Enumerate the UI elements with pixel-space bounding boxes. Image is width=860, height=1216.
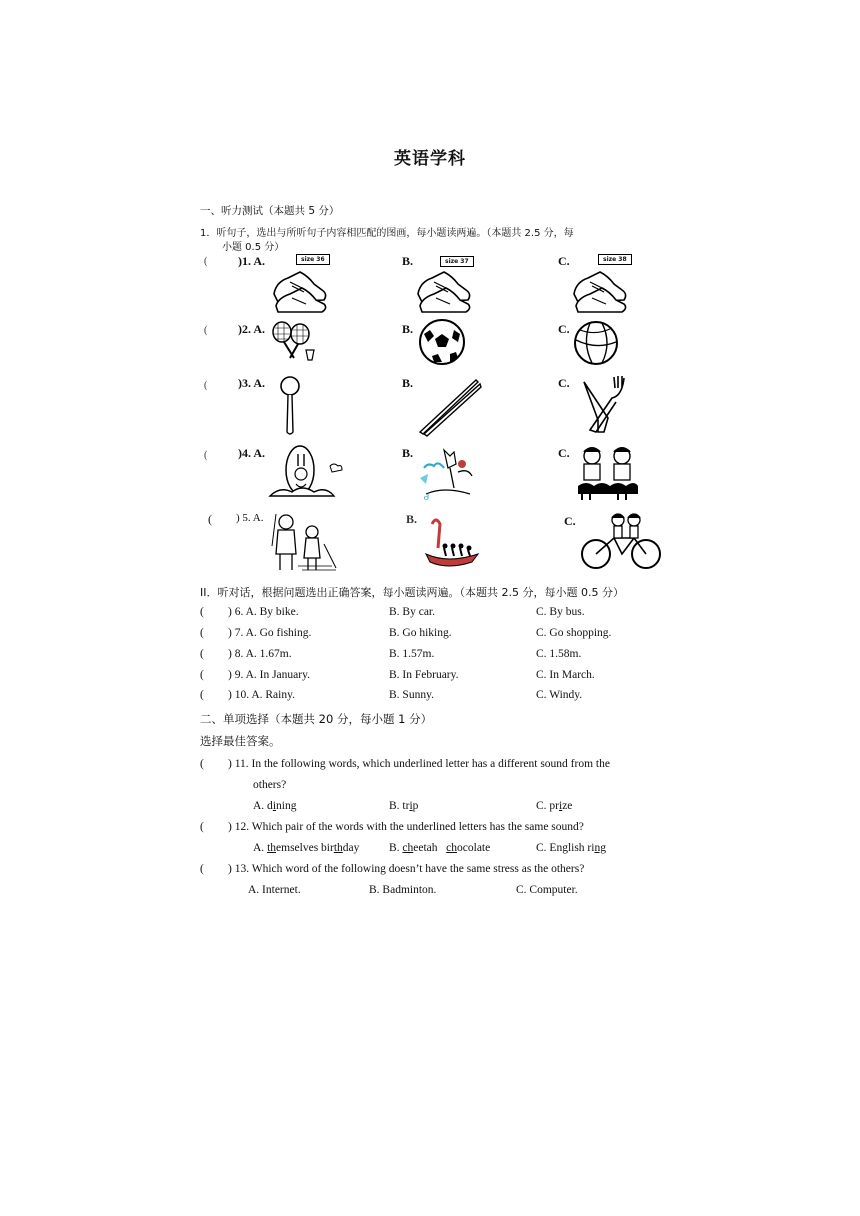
size-tag: size 38 [598,254,632,265]
q12-option-b: B. cheetah chocolate [389,842,491,854]
shoe-icon [414,254,479,314]
shoes-size38-image [570,254,635,314]
part2-heading: II．听对话，根据问题选出正确答案，每小题读两遍。（本题共 2.5 分，每小题 0.5 分） [200,586,624,599]
badminton-icon [270,320,320,364]
q7-option-b: B. Go hiking. [389,627,452,639]
moon-rabbit-icon [270,444,350,504]
answer-paren: ( [200,689,204,701]
q11-option-c: C. prize [536,800,573,812]
q11-option-a: A. dining [253,800,297,812]
q2-label-c: C. [558,322,570,336]
q11-text-line2: others? [253,779,287,791]
q3-label-b: B. [402,376,414,390]
section1-heading: 一、听力测试（本题共 5 分） [200,205,340,217]
shoe-icon [270,254,335,314]
shoes-size36-image [270,254,335,314]
answer-paren: ( [204,450,208,461]
q3-label-c: C. [558,376,570,390]
answer-paren: ( [200,627,204,639]
q4-label-a: )4. A. [238,446,265,460]
q12-text: ) 12. Which pair of the words with the underlined letters has the same sound? [228,821,584,833]
q4-label-b: B. [402,446,414,460]
answer-paren: ( [200,648,204,660]
q13-option-b: B. Badminton. [369,884,437,896]
answer-paren: ( [200,669,204,681]
q10-option-a: ) 10. A. Rainy. [228,689,295,701]
q4-label-c: C. [558,446,570,460]
q6-option-a: ) 6. A. By bike. [228,606,299,618]
part1-instruction-line1: 1．听句子，选出与所听句子内容相匹配的图画，每小题读两遍。（本题共 2.5 分，每 [200,228,574,239]
dragon-dance-icon [414,444,484,502]
q6-option-b: B. By car. [389,606,435,618]
size-tag: size 36 [296,254,330,265]
q13-option-c: C. Computer. [516,884,578,896]
q2-label-b: B. [402,322,414,336]
section2-heading: 二、单项选择（本题共 20 分，每小题 1 分） [200,712,433,726]
shoes-size37-image [414,254,479,314]
q10-option-b: B. Sunny. [389,689,434,701]
basketball-icon [572,320,620,366]
q1-label-b: B. [402,254,414,268]
q5-label-a: ) 5. A. [236,512,264,524]
part1-instruction-line2: 小题 0.5 分） [222,242,285,253]
q10-option-c: C. Windy. [536,689,583,701]
answer-paren: ( [200,821,204,833]
q8-option-c: C. 1.58m. [536,648,582,660]
q1-label-c: C. [558,254,570,268]
spoon-icon [276,376,306,436]
answer-paren: ( [200,758,204,770]
page-title: 英语学科 [394,149,466,169]
q2-label-a: )2. A. [238,322,265,336]
answer-paren: ( [204,256,208,267]
q9-option-a: ) 9. A. In January. [228,669,310,681]
chopsticks-icon [416,376,482,436]
q5-label-c: C. [564,514,576,528]
q9-option-c: C. In March. [536,669,595,681]
answer-paren: ( [204,325,208,336]
shoe-icon [570,254,635,314]
children-dancing-icon [576,442,638,502]
size-tag: size 37 [440,256,474,267]
q13-option-a: A. Internet. [248,884,301,896]
q8-option-b: B. 1.57m. [389,648,435,660]
answer-paren: ( [204,380,208,391]
q11-text-line1: ) 11. In the following words, which underlined letter has a different sound from the [228,758,610,770]
fishing-family-icon [272,510,338,572]
q12-option-a: A. themselves birthday [253,842,360,854]
q9-option-b: B. In February. [389,669,459,681]
football-icon [418,318,466,366]
q5-label-b: B. [406,512,418,526]
q11-option-b: B. trip [389,800,419,812]
q13-text: ) 13. Which word of the following doesn’t have the same stress as the others? [228,863,585,875]
q12-option-c: C. English ring [536,842,606,854]
section2-instruction: 选择最佳答案。 [200,734,281,748]
svg-text:Ꮷ: Ꮷ [424,493,429,503]
answer-paren: ( [200,863,204,875]
bicycle-riding-icon [578,512,664,572]
q1-label-a: )1. A. [238,254,265,268]
q6-option-c: C. By bus. [536,606,585,618]
dragon-boat-icon [418,514,482,570]
q3-label-a: )3. A. [238,376,265,390]
q8-option-a: ) 8. A. 1.67m. [228,648,292,660]
q7-option-a: ) 7. A. Go fishing. [228,627,312,639]
answer-paren: ( [208,512,212,526]
answer-paren: ( [200,606,204,618]
q7-option-c: C. Go shopping. [536,627,612,639]
knife-fork-icon [578,374,628,436]
